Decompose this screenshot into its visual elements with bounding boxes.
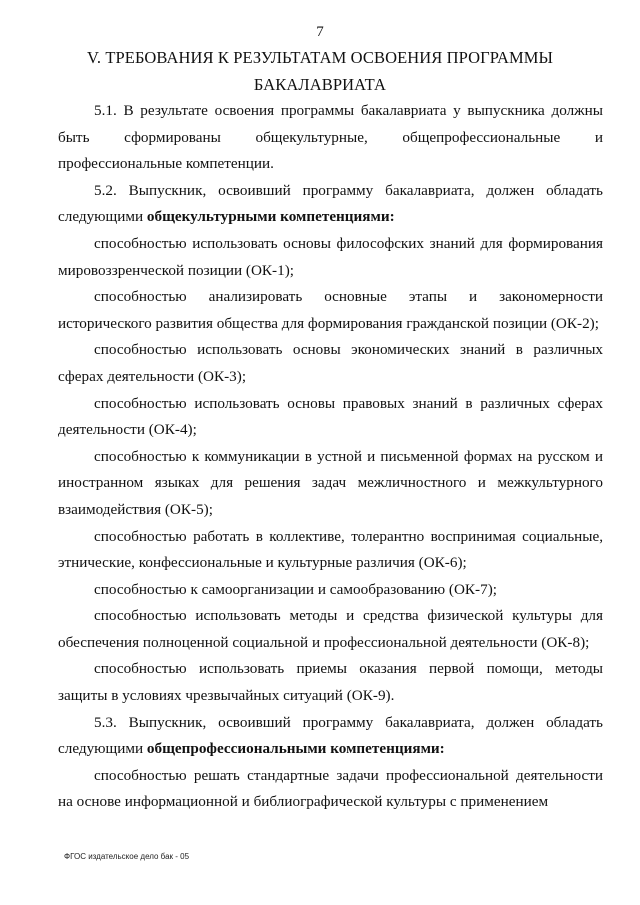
competency-ok-7: способностью к самоорганизации и самообразованию (ОК-7); — [94, 580, 497, 598]
paragraph-5-1: 5.1. В результате освоения программы бакалавриата у выпускника должны быть сформированы общекультурные, общепрофессиональные и профессиональные компетенции. — [58, 102, 603, 173]
competency-ok-5: способностью к коммуникации в устной и письменной формах на русском и иностранном языках для решения задач межличностного и межкультурного взаимодействия (ОК-5); — [58, 447, 603, 518]
competency-opk-1: способностью решать стандартные задачи профессиональной деятельности на основе информационной и библиографической культуры с применением — [58, 766, 603, 811]
paragraph-5-2-text: 5.2. Выпускник, освоивший программу бакалавриата, должен обладать следующими — [58, 181, 603, 226]
competency-ok-1: способностью использовать основы философских знаний для формирования мировоззренческой позиции (ОК-1); — [58, 234, 603, 279]
section-heading — [40, 44, 600, 98]
section-heading-line-1: V. ТРЕБОВАНИЯ К РЕЗУЛЬТАТАМ ОСВОЕНИЯ ПРОГРАММЫ — [86, 48, 554, 67]
competency-ok-3: способностью использовать основы экономических знаний в различных сферах деятельности (ОК-3); — [58, 341, 603, 385]
paragraph-5-3 — [58, 710, 603, 763]
competency-ok-8: способностью использовать методы и средства физической культуры для обеспечения полноценной социальной и профессиональной деятельности (ОК-8); — [58, 607, 603, 651]
competency-ok-4: способностью использовать основы правовых знаний в различных сферах деятельности (ОК-4); — [58, 394, 603, 439]
paragraph-5-2 — [58, 178, 603, 231]
paragraph-5-3-text: 5.3. Выпускник, освоивший программу бакалавриата, должен обладать следующими — [58, 713, 603, 758]
body-text — [58, 98, 603, 816]
general-professional-competencies-label: общепрофессиональными компетенциями: — [146, 740, 445, 758]
page-number: 7 — [316, 24, 324, 40]
general-cultural-competencies-label: общекультурными компетенциями: — [146, 208, 395, 226]
competency-ok-9: способностью использовать приемы оказания первой помощи, методы защиты в условиях чрезвычайных ситуаций (ОК-9). — [58, 660, 603, 705]
footer-note: ФГОС издательское дело бак - 05 — [64, 852, 190, 861]
section-heading-line-2: БАКАЛАВРИАТА — [253, 75, 387, 94]
competency-ok-6: способностью работать в коллективе, толерантно воспринимая социальные, этнические, конфессиональные и культурные различия (ОК-6); — [58, 527, 603, 572]
competency-ok-2: способностью анализировать основные этапы и закономерности исторического развития общества для формирования гражданской позиции (ОК-2); — [58, 288, 603, 332]
